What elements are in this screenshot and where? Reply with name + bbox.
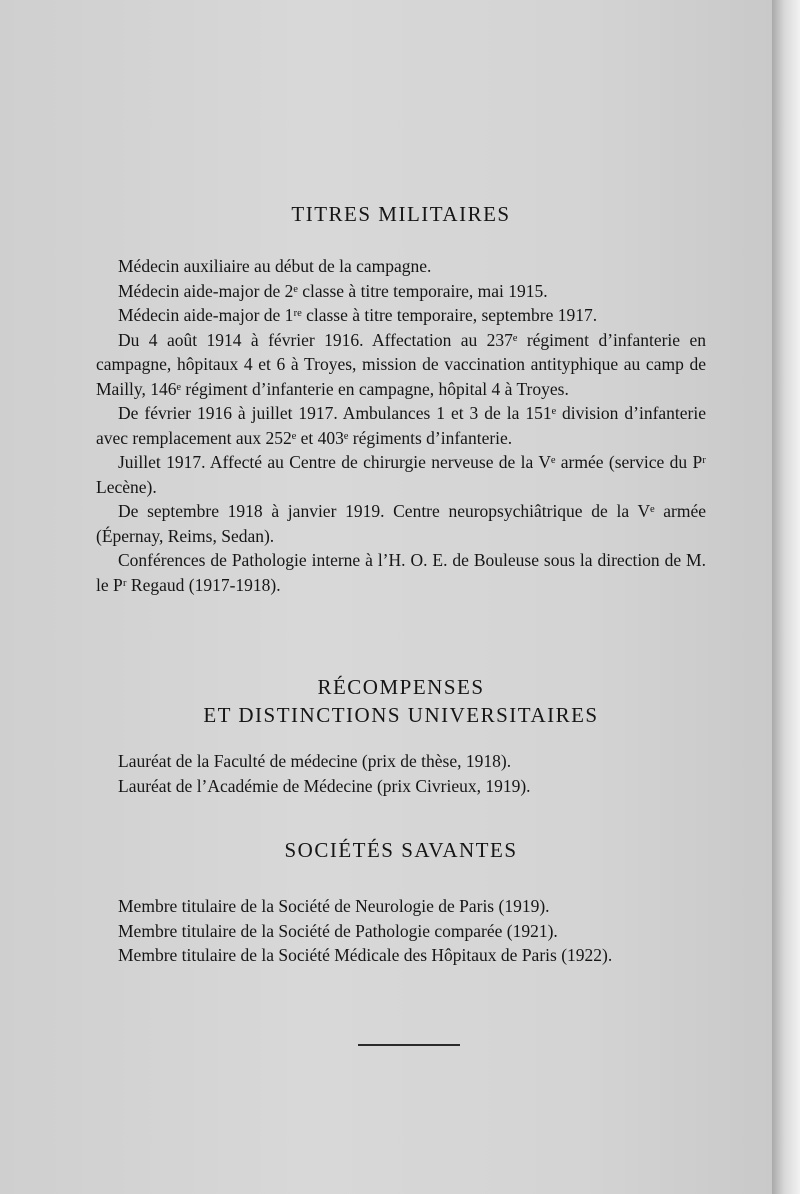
- section-societes-savantes: [96, 836, 706, 968]
- section-recompenses: [96, 673, 706, 798]
- section-heading-line-2: ET DISTINCTIONS UNIVERSITAIRES: [203, 703, 599, 727]
- paragraph: De février 1916 à juillet 1917. Ambulances 1 et 3 de la 151ᵉ division d’infanterie avec remplacement aux 252ᵉ et 403ᵉ régiments d’infanterie.: [96, 403, 706, 448]
- list-item: Membre titulaire de la Société de Neurologie de Paris (1919).: [118, 896, 550, 916]
- list-item: Membre titulaire de la Société de Pathologie comparée (1921).: [118, 920, 558, 941]
- paragraph: Juillet 1917. Affecté au Centre de chirurgie nerveuse de la Vᵉ armée (service du Pʳ Lecène).: [96, 452, 706, 497]
- paragraph: Médecin aide-major de 2ᵉ classe à titre temporaire, mai 1915.: [118, 280, 548, 301]
- paragraph: Médecin aide-major de 1ʳᵉ classe à titre temporaire, septembre 1917.: [118, 305, 598, 325]
- section-heading: SOCIÉTÉS SAVANTES: [284, 838, 518, 862]
- list-item: Lauréat de l’Académie de Médecine (prix Civrieux, 1919).: [118, 775, 531, 796]
- page-edge-shadow: [772, 0, 800, 1194]
- award-list: [96, 749, 706, 798]
- paragraph: Conférences de Pathologie interne à l’H. O. E. de Bouleuse sous la direction de M. le Pʳ Regaud (1917-1918).: [96, 550, 706, 595]
- paragraph: De septembre 1918 à janvier 1919. Centre neuropsychiâtrique de la Vᵉ armée (Épernay, Reims, Sedan).: [96, 501, 706, 546]
- section-heading-line-1: RÉCOMPENSES: [317, 675, 485, 699]
- closing-rule: [358, 1044, 460, 1046]
- list-item: Membre titulaire de la Société Médicale des Hôpitaux de Paris (1922).: [118, 945, 613, 965]
- section-titres-militaires: [96, 200, 706, 597]
- paragraph: Médecin auxiliaire au début de la campagne.: [118, 256, 432, 276]
- section-heading: TITRES MILITAIRES: [291, 202, 511, 226]
- society-list: [96, 894, 706, 968]
- page-content: [96, 200, 706, 968]
- list-item: Lauréat de la Faculté de médecine (prix de thèse, 1918).: [118, 751, 512, 771]
- paragraph: Du 4 août 1914 à février 1916. Affectation au 237ᵉ régiment d’infanterie en campagne, hôpitaux 4 et 6 à Troyes, mission de vaccination antityphique au camp de Mailly, 146ᵉ régiment d’infanterie en campagne, hôpital 4 à Troyes.: [96, 329, 706, 399]
